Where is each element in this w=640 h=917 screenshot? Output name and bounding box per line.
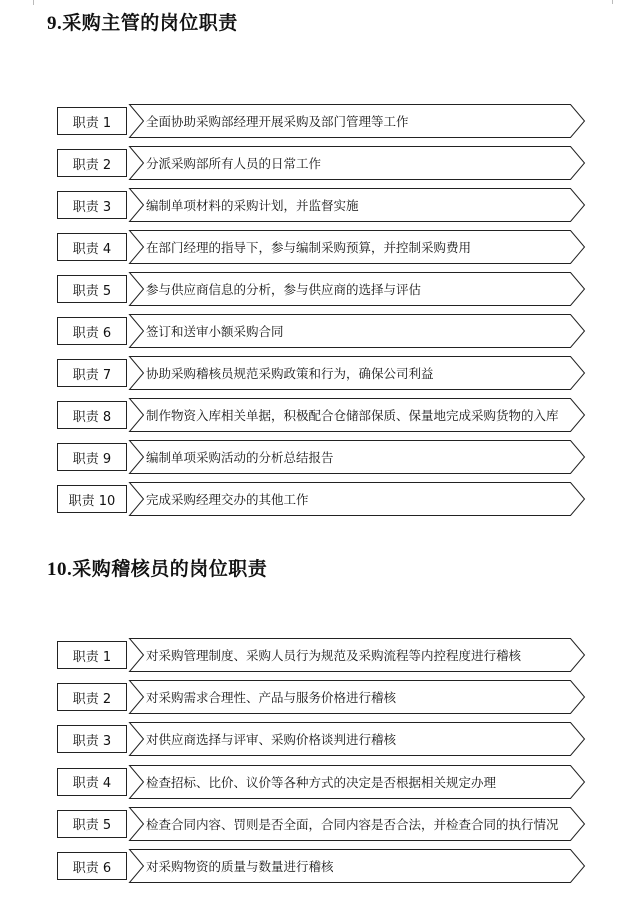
duty-label-box: 职责 5 (57, 810, 127, 838)
duty-label-box: 职责 10 (57, 485, 127, 513)
duty-text: 编制单项材料的采购计划，并监督实施 (146, 198, 359, 213)
duty-text: 协助采购稽核员规范采购政策和行为，确保公司利益 (146, 366, 434, 381)
crop-mark-left (33, 0, 34, 5)
duty-label-box: 职责 9 (57, 443, 127, 471)
duty-row (57, 104, 585, 138)
duty-row (57, 482, 585, 516)
duty-text: 检查招标、比价、议价等各种方式的决定是否根据相关规定办理 (146, 774, 497, 790)
duty-row (57, 146, 585, 180)
duty-row (57, 765, 585, 799)
duty-label-box: 职责 2 (57, 149, 127, 177)
duty-row (57, 440, 585, 474)
duty-text: 对供应商选择与评审、采购价格谈判进行稽核 (146, 732, 397, 748)
duty-text: 签订和送审小额采购合同 (146, 324, 284, 339)
duty-row (57, 638, 585, 672)
duty-label-box: 职责 2 (57, 683, 127, 711)
duty-text: 分派采购部所有人员的日常工作 (146, 156, 322, 171)
duty-label-box: 职责 4 (57, 768, 127, 796)
duty-label-box: 职责 1 (57, 641, 127, 669)
duty-label-box: 职责 6 (57, 317, 127, 345)
duty-text: 编制单项采购活动的分析总结报告 (146, 450, 334, 465)
duty-text: 对采购需求合理性、产品与服务价格进行稽核 (146, 690, 397, 706)
duty-row (57, 272, 585, 306)
duty-row (57, 188, 585, 222)
duty-text: 参与供应商信息的分析，参与供应商的选择与评估 (146, 282, 422, 297)
duty-row (57, 230, 585, 264)
duty-text: 在部门经理的指导下，参与编制采购预算，并控制采购费用 (146, 240, 472, 255)
duty-row (57, 807, 585, 841)
duty-label-box: 职责 1 (57, 107, 127, 135)
section-title: 9.采购主管的岗位职责 (47, 13, 238, 34)
duty-label-box: 职责 6 (57, 852, 127, 880)
duty-row (57, 356, 585, 390)
duty-text: 对采购管理制度、采购人员行为规范及采购流程等内控程度进行稽核 (146, 648, 522, 663)
duty-label-box: 职责 8 (57, 401, 127, 429)
duty-row (57, 398, 585, 432)
duty-label-box: 职责 4 (57, 233, 127, 261)
duty-text: 全面协助采购部经理开展采购及部门管理等工作 (146, 114, 409, 129)
section-title: 10.采购稽核员的岗位职责 (47, 559, 268, 580)
duty-label-box: 职责 7 (57, 359, 127, 387)
duty-label-box: 职责 3 (57, 725, 127, 753)
duty-row (57, 314, 585, 348)
duty-text: 对采购物资的质量与数量进行稽核 (146, 859, 334, 874)
crop-mark-right (612, 0, 613, 4)
duty-label-box: 职责 3 (57, 191, 127, 219)
duty-row (57, 849, 585, 883)
duty-text: 制作物资入库相关单据，积极配合仓储部保质、保量地完成采购货物的入库 (146, 408, 559, 423)
duty-text: 完成采购经理交办的其他工作 (146, 492, 309, 507)
duty-label-box: 职责 5 (57, 275, 127, 303)
duty-row (57, 680, 585, 714)
duty-text: 检查合同内容、罚则是否全面，合同内容是否合法，并检查合同的执行情况 (146, 816, 559, 832)
duty-row (57, 722, 585, 756)
